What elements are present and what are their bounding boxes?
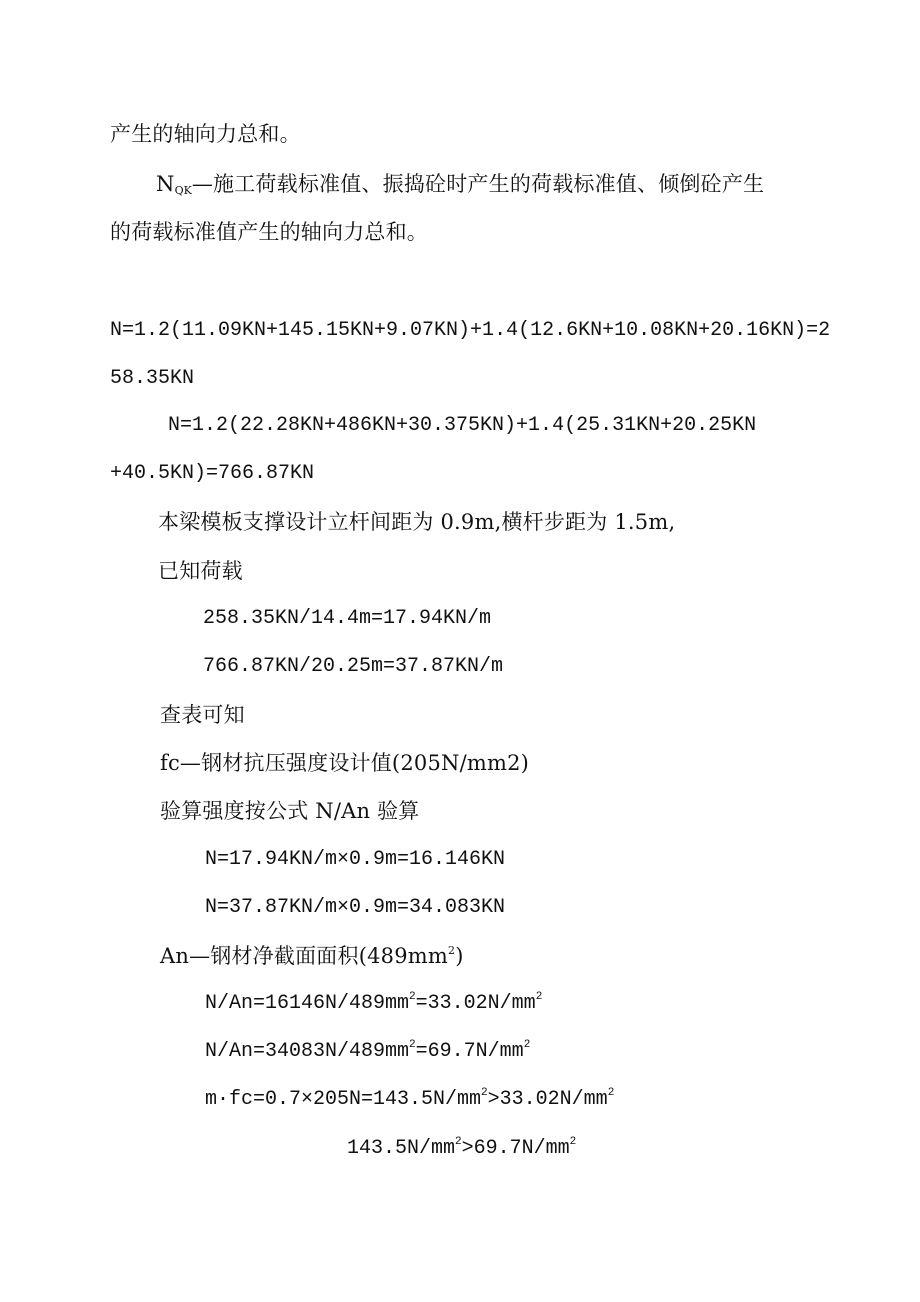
- superscript: 2: [409, 1039, 416, 1051]
- formula-line-20: $m\cdot fc=0.7\times 205N=143.5N/mm^2>33.02N/mm^2$: [205, 1087, 615, 1111]
- formula-line-10: 258.35KN/14.4m=17.94KN/m: [203, 607, 492, 630]
- text-line-12: 查表可知: [160, 703, 245, 727]
- text-line-8: 本梁模板支撑设计立杆间距为 0.9m,横杆步距为 1.5m,: [158, 510, 676, 534]
- text-line-2: $N_{QK}—$施工荷载标准值、振捣砼时产生的荷载标准值、倾倒砼产生: [156, 172, 765, 197]
- formula-line-4: N=1.2(11.09KN+145.15KN+9.07KN)+1.4(12.6KN+10.08KN+20.16KN)=2: [110, 319, 831, 342]
- superscript: 2: [569, 1136, 577, 1148]
- superscript: 2: [523, 1039, 531, 1051]
- formula-line-6: N=1.2(22.28KN+486KN+30.375KN)+1.4(25.31KN+20.25KN: [168, 414, 757, 437]
- subscript-qk: QK: [174, 184, 192, 197]
- formula-line-21: $143.5N/mm^2>69.7N/mm^2$: [347, 1136, 577, 1160]
- superscript: 2: [448, 944, 456, 957]
- superscript: 2: [455, 1136, 462, 1148]
- symbol-n: N: [156, 172, 175, 196]
- formula-line-19: $N/An=34083N/489mm^2=69.7N/mm^2$: [205, 1039, 531, 1063]
- formula-line-15: N=17.94KN/m×0.9m=16.146KN: [205, 848, 506, 871]
- text-line-17: An—钢材净截面面积$(489mm^2)$: [160, 944, 464, 968]
- text-line-1: 产生的轴向力总和。: [110, 122, 301, 146]
- formula-line-16: N=37.87KN/m×0.9m=34.083KN: [205, 896, 506, 919]
- superscript: 2: [481, 1087, 488, 1099]
- text-line-14: 验算强度按公式 N/An 验算: [160, 799, 420, 823]
- superscript: 2: [607, 1087, 615, 1099]
- text-line-13: fc—钢材抗压强度设计值(205N/mm2): [160, 751, 530, 775]
- formula-line-7: +40.5KN)=766.87KN: [110, 462, 315, 485]
- superscript: 2: [409, 991, 416, 1003]
- text-line-3: 的荷载标准值产生的轴向力总和。: [110, 220, 428, 244]
- formula-line-11: 766.87KN/20.25m=37.87KN/m: [203, 655, 504, 678]
- superscript: 2: [535, 991, 543, 1003]
- formula-line-18: $N/An=16146N/489mm^2=33.02N/mm^2$: [205, 991, 543, 1015]
- text-line-9: 已知荷载: [158, 559, 243, 583]
- formula-line-5: 58.35KN: [110, 367, 195, 390]
